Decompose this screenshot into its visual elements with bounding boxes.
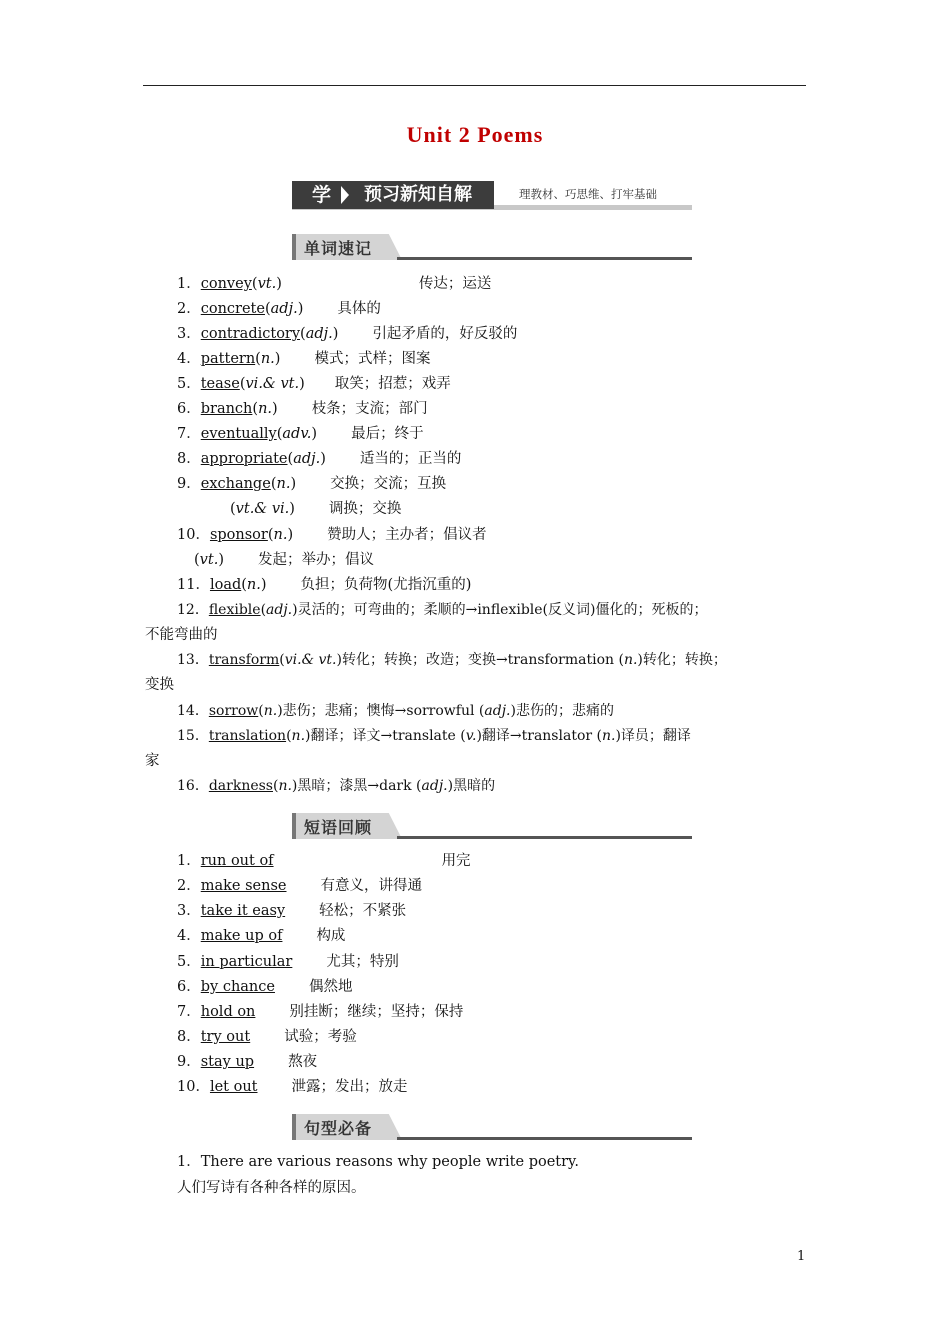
phrase-entry: 1．run out of 用完 (177, 853, 471, 869)
section-rule (397, 1137, 692, 1140)
section-rule (397, 836, 692, 839)
phrase-entry: 5．in particular 尤其；特别 (177, 954, 399, 970)
phrase-entry: 2．make sense 有意义，讲得通 (177, 878, 422, 894)
word-entry-continuation: 变换 (145, 677, 174, 693)
word-entry-continuation: (vt.& vi.) 调换；交换 (230, 501, 402, 517)
word-entry: 13．transform(vi.& vt.)转化；转换；改造；变换→transformation (n.)转化；转换； (177, 652, 727, 668)
phrase-entry: 7．hold on 别挂断；继续；坚持；保持 (177, 1004, 464, 1020)
word-entry: 4．pattern(n.) 模式；式样；图案 (177, 351, 431, 367)
phrase-entry: 9．stay up 熬夜 (177, 1054, 318, 1070)
word-entry: 12．flexible(adj.)灵活的；可弯曲的；柔顺的→inflexible(反义词)僵化的；死板的； (177, 602, 708, 618)
phrase-entry: 4．make up of 构成 (177, 928, 346, 944)
sentence-chinese: 人们写诗有各种各样的原因。 (177, 1180, 366, 1196)
section-label: 短语回顾 (304, 818, 373, 837)
banner-subtitle: 理教材、巧思维、打牢基础 (519, 187, 657, 201)
phrase-entry: 6．by chance 偶然地 (177, 979, 353, 995)
section-banner (292, 181, 692, 211)
word-entry: 10．sponsor(n.) 赞助人；主办者；倡议者 (177, 527, 487, 543)
page-number: 1 (797, 1249, 806, 1264)
word-entry: 15．translation(n.)翻译；译文→translate (v.)翻译→translator (n.)译员；翻译 (177, 728, 691, 744)
section-rule (397, 257, 692, 260)
word-entry: 7．eventually(adv.) 最后；终于 (177, 426, 424, 442)
word-entry: 5．tease(vi.& vt.) 取笑；招惹；戏弄 (177, 376, 451, 392)
section-header-sentences (292, 1112, 692, 1142)
page-title: Unit 2 Poems (406, 122, 544, 147)
word-entry: 6．branch(n.) 枝条；支流；部门 (177, 401, 428, 417)
section-header-words (292, 232, 692, 262)
word-entry: 14．sorrow(n.)悲伤；悲痛；懊悔→sorrowful (adj.)悲伤的；悲痛的 (177, 703, 614, 719)
section-label: 单词速记 (304, 239, 373, 258)
section-header-phrases (292, 811, 692, 841)
phrase-entry: 8．try out 试验；考验 (177, 1029, 357, 1045)
word-entry-continuation: 不能弯曲的 (145, 627, 218, 643)
word-entry: 16．darkness(n.)黑暗；漆黑→dark (adj.)黑暗的 (177, 778, 496, 794)
phrase-entry: 10．let out 泄露；发出；放走 (177, 1079, 408, 1095)
word-entry: 9．exchange(n.) 交换；交流；互换 (177, 476, 447, 492)
word-entry: 3．contradictory(adj.) 引起矛盾的，好反驳的 (177, 326, 518, 342)
phrase-entry: 3．take it easy 轻松；不紧张 (177, 903, 407, 919)
word-entry-continuation: 家 (145, 753, 160, 769)
section-label: 句型必备 (304, 1119, 373, 1138)
word-entry: 11．load(n.) 负担；负荷物(尤指沉重的) (177, 577, 472, 593)
header-rule (143, 85, 806, 86)
word-entry: 1．convey(vt.) 传达；运送 (177, 276, 492, 292)
word-entry-continuation: (vt.) 发起；举办；倡议 (194, 552, 374, 568)
word-entry: 8．appropriate(adj.) 适当的；正当的 (177, 451, 462, 467)
word-entry: 2．concrete(adj.) 具体的 (177, 301, 381, 317)
banner-title: 预习新知自解 (364, 184, 472, 205)
sentence-english: 1．There are various reasons why people write poetry. (177, 1154, 579, 1170)
banner-char: 学 (312, 184, 332, 206)
banner-arrow-icon (341, 186, 349, 204)
